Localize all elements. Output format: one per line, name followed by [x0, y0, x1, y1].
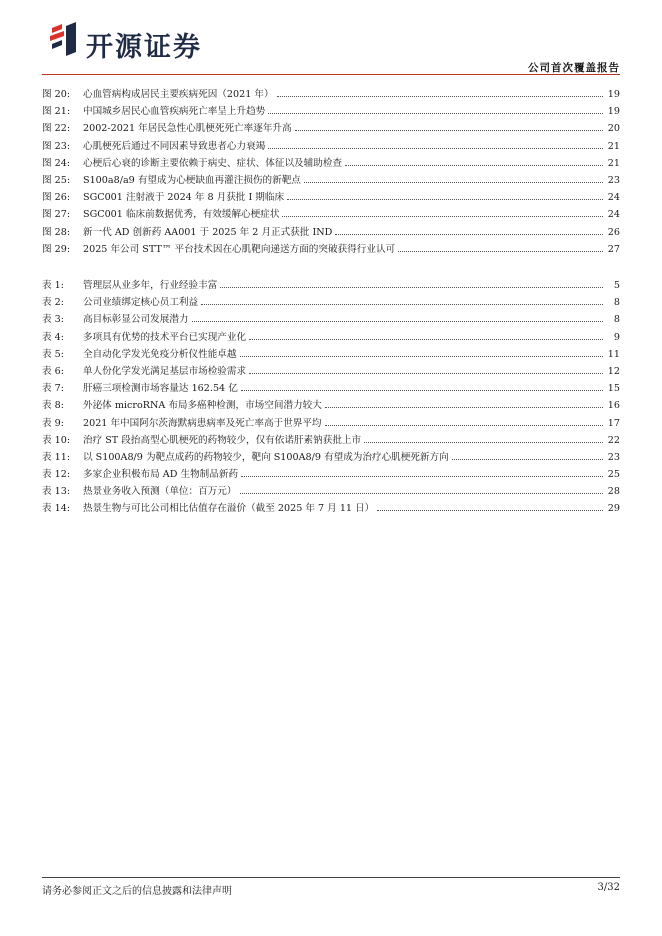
toc-leader	[345, 165, 603, 166]
toc-leader	[398, 251, 603, 252]
toc-leader	[241, 476, 603, 477]
toc-title: 以 S100A8/9 为靶点成药的药物较少，靶向 S100A8/9 有望成为治疗心肌梗死新方向	[83, 451, 449, 463]
toc-leader	[364, 442, 603, 443]
toc-label: 表 13:	[42, 486, 71, 498]
toc-page: 20	[607, 123, 620, 135]
toc-entry[interactable]	[42, 103, 620, 120]
toc-entry[interactable]	[42, 363, 620, 380]
toc-title: 2021 年中国阿尔茨海默病患病率及死亡率高于世界平均	[83, 417, 322, 429]
toc-entry[interactable]	[42, 189, 620, 206]
toc-entry[interactable]	[42, 224, 620, 241]
toc-entry[interactable]	[42, 241, 620, 258]
toc-leader	[325, 407, 603, 408]
toc-entry[interactable]	[42, 311, 620, 328]
toc-label: 表 5:	[42, 348, 64, 360]
toc-page: 11	[607, 348, 620, 360]
toc-title: SGC001 注射液于 2024 年 8 月获批 I 期临床	[83, 192, 285, 204]
toc-page: 27	[607, 243, 620, 255]
toc-title: 治疗 ST 段抬高型心肌梗死的药物较少，仅有依诺肝素钠获批上市	[83, 434, 362, 446]
toc-leader	[249, 339, 603, 340]
brand-logo	[48, 22, 238, 62]
toc-leader	[201, 304, 603, 305]
toc-title: 管理层从业多年，行业经验丰富	[83, 280, 218, 291]
toc-leader	[277, 96, 603, 97]
toc-page: 8	[613, 314, 620, 326]
toc-label: 图 28:	[42, 226, 71, 238]
toc-title: 多项具有优势的技术平台已实现产业化	[83, 331, 247, 343]
toc-entry[interactable]	[42, 277, 620, 294]
toc-page: 25	[607, 469, 620, 481]
toc-entry[interactable]	[42, 415, 620, 432]
toc-label: 表 11:	[42, 451, 71, 463]
toc-label: 图 25:	[42, 174, 71, 186]
toc-page: 29	[607, 503, 620, 515]
toc-entry[interactable]	[42, 294, 620, 311]
toc-label: 表 14:	[42, 503, 71, 515]
toc-page: 17	[607, 417, 620, 429]
header-divider	[42, 74, 620, 75]
toc-entry[interactable]	[42, 380, 620, 397]
toc-entry[interactable]	[42, 172, 620, 189]
toc-leader	[220, 287, 603, 288]
footer-disclaimer: 请务必参阅正文之后的信息披露和法律声明	[42, 886, 232, 897]
toc-leader	[268, 113, 603, 114]
toc-label: 表 2:	[42, 297, 64, 309]
toc-leader	[377, 510, 603, 511]
toc-label: 图 29:	[42, 243, 71, 255]
toc-leader	[241, 390, 603, 391]
toc-title: 全自动化学发光免疫分析仪性能卓越	[83, 348, 237, 360]
toc-title: 中国城乡居民心血管疾病死亡率呈上升趋势	[83, 106, 266, 118]
toc-entry[interactable]	[42, 206, 620, 223]
toc-page: 24	[607, 192, 620, 204]
toc-title: 2002-2021 年居民急性心肌梗死死亡率逐年升高	[83, 123, 292, 135]
toc-leader	[452, 459, 603, 460]
toc-entry[interactable]	[42, 500, 620, 517]
toc-label: 表 7:	[42, 383, 64, 395]
toc-label: 图 27:	[42, 209, 71, 221]
toc-page: 24	[607, 209, 620, 221]
toc-label: 图 22:	[42, 123, 71, 135]
toc-page: 9	[613, 331, 620, 343]
toc-page: 19	[607, 89, 620, 100]
toc-entry[interactable]	[42, 483, 620, 500]
toc-label: 图 26:	[42, 192, 71, 204]
toc-label: 表 4:	[42, 331, 64, 343]
report-type: 公司首次覆盖报告	[528, 62, 620, 74]
toc-page: 16	[607, 400, 620, 412]
toc-page: 15	[607, 383, 620, 395]
toc-label: 图 24:	[42, 157, 71, 169]
toc-title: S100a8/a9 有望成为心梗缺血再灌注损伤的新靶点	[83, 174, 301, 186]
toc-leader	[295, 130, 603, 131]
toc-title: 心梗后心衰的诊断主要依赖于病史、症状、体征以及辅助检查	[83, 157, 343, 169]
page-header	[0, 0, 662, 76]
toc-leader	[249, 373, 603, 374]
toc-title: 多家企业积极布局 AD 生物制品新药	[83, 469, 239, 481]
toc-leader	[268, 148, 603, 149]
toc-entry[interactable]	[42, 397, 620, 414]
toc-entry[interactable]	[42, 346, 620, 363]
toc-label: 图 23:	[42, 140, 71, 152]
tables-toc	[42, 277, 620, 518]
toc-leader	[304, 182, 603, 183]
toc-entry[interactable]	[42, 449, 620, 466]
footer-divider	[42, 877, 620, 878]
toc-title: 单人份化学发光满足基层市场检验需求	[83, 365, 247, 377]
toc-label: 表 3:	[42, 314, 64, 326]
toc-title: 心肌梗死后通过不同因素导致患者心力衰竭	[83, 140, 266, 152]
toc-page: 28	[607, 486, 620, 498]
toc-entry[interactable]	[42, 329, 620, 346]
toc-page: 12	[607, 365, 620, 377]
toc-title: 热景业务收入预测（单位：百万元）	[83, 486, 237, 498]
toc-label: 表 6:	[42, 365, 64, 377]
toc-label: 表 10:	[42, 434, 71, 446]
toc-label: 图 20:	[42, 89, 71, 100]
toc-page: 21	[607, 157, 620, 169]
figures-toc	[42, 86, 620, 258]
toc-leader	[335, 234, 603, 235]
toc-page: 21	[607, 140, 620, 152]
toc-page: 26	[607, 226, 620, 238]
toc-leader	[192, 321, 603, 322]
page-number: 3/32	[597, 882, 620, 893]
toc-label: 表 1:	[42, 280, 64, 291]
toc-title: 2025 年公司 STT™ 平台技术因在心肌靶向递送方面的突破获得行业认可	[83, 243, 396, 255]
toc-page: 23	[607, 451, 620, 463]
toc-title: 心血管病构成居民主要疾病死因（2021 年）	[83, 89, 274, 100]
toc-page: 22	[607, 434, 620, 446]
toc-title: 公司业绩绑定核心员工利益	[83, 297, 199, 309]
toc-leader	[240, 356, 604, 357]
toc-label: 表 8:	[42, 400, 64, 412]
toc-leader	[282, 216, 603, 217]
toc-entry[interactable]	[42, 155, 620, 172]
toc-label: 表 9:	[42, 417, 64, 429]
toc-title: 肝癌三项检测市场容量达 162.54 亿	[83, 383, 238, 395]
toc-entry[interactable]	[42, 138, 620, 155]
toc-title: SGC001 临床前数据优秀，有效缓解心梗症状	[83, 209, 280, 221]
toc-page: 5	[613, 280, 620, 291]
toc-page: 19	[607, 106, 620, 118]
toc-leader	[325, 425, 603, 426]
toc-leader	[240, 493, 604, 494]
toc-title: 高目标彰显公司发展潜力	[83, 314, 189, 326]
toc-entry[interactable]	[42, 86, 620, 103]
toc-title: 热景生物与可比公司相比估值存在溢价（截至 2025 年 7 月 11 日）	[83, 503, 375, 515]
toc-entry[interactable]	[42, 120, 620, 137]
toc-entry[interactable]	[42, 466, 620, 483]
toc-title: 外泌体 microRNA 布局多癌种检测，市场空间潜力较大	[83, 400, 322, 412]
toc-page: 23	[607, 174, 620, 186]
toc-leader	[287, 199, 603, 200]
brand-name: 开源证券	[86, 32, 202, 63]
toc-title: 新一代 AD 创新药 AA001 于 2025 年 2 月正式获批 IND	[83, 226, 333, 238]
logo-mark-icon	[48, 22, 82, 56]
toc-label: 表 12:	[42, 469, 71, 481]
toc-entry[interactable]	[42, 432, 620, 449]
toc-page: 8	[613, 297, 620, 309]
toc-label: 图 21:	[42, 106, 71, 118]
